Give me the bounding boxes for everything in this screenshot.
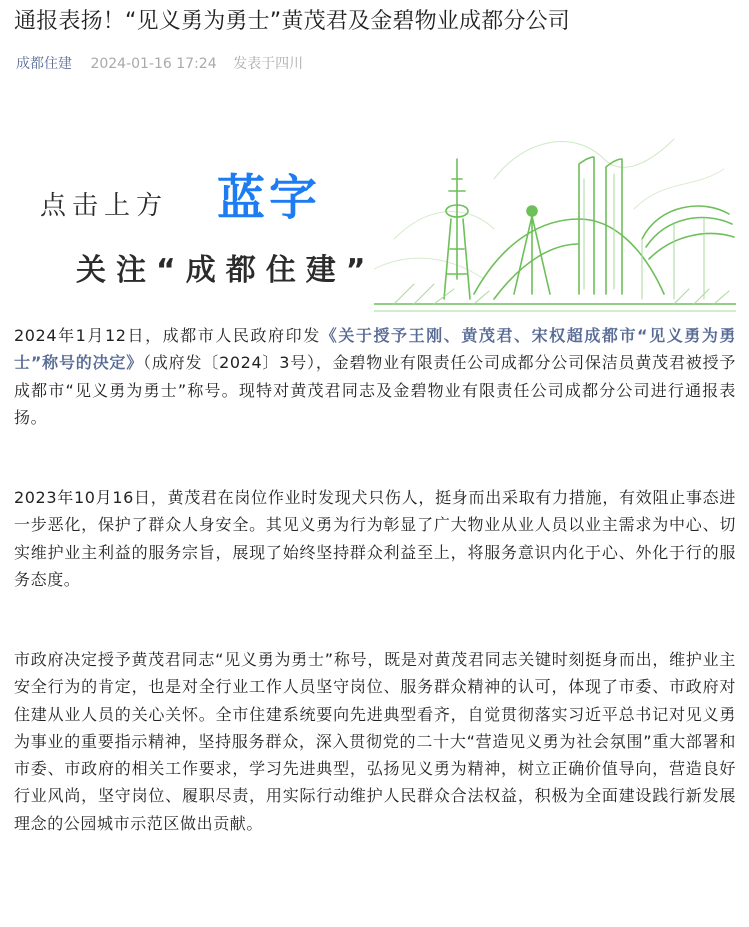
banner-text-blue-words: 蓝字 (217, 170, 322, 226)
article-title: 通报表扬！“见义勇为勇士”黄茂君及金碧物业成都分公司 (14, 9, 570, 34)
account-name-link[interactable]: 成都住建 (16, 56, 72, 72)
banner-text-follow: 关注“成都住建” (76, 253, 376, 288)
p1-intro-text: 2024年1月12日，成都市人民政府印发 (14, 326, 321, 345)
follow-banner-image (14, 119, 736, 316)
paragraph-3: 市政府决定授予黄茂君同志“见义勇为勇士”称号，既是对黄茂君同志关键时刻挺身而出，维护业主安全行为的肯定，也是对全行业工作人员坚守岗位、服务群众精神的认可，体现了市委、市政府对住建从业人员的关心关怀。全市住建系统要向先进典型看齐，自觉贯彻落实习近平总书记对见义勇为事业的重要指示精神，坚持服务群众，深入贯彻党的二十大“营造见义勇为社会氛围”重大部署和市委、市政府的相关工作要求，学习先进典型，弘扬见义勇为精神，树立正确价值导向，营造良好行业风尚，坚守岗位、履职尽责，用实际行动维护人民群众合法权益，积极为全面建设践行新发展理念的公园城市示范区做出贡献。 (14, 650, 736, 833)
publish-location: 发表于四川 (233, 56, 304, 72)
publish-datetime: 2024-01-16 17:24 (90, 56, 217, 72)
paragraph-1 (14, 322, 736, 431)
p1-rest-text: （成府发〔2024〕3号），金碧物业有限责任公司成都分公司保洁员黄茂君被授予成都市“见义勇为勇士”称号。现特对黄茂君同志及金碧物业有限责任公司成都分公司进行通报表扬。 (14, 353, 736, 427)
decision-document-link[interactable]: 《关于授予王刚、黄茂君、宋权超成都市“见义勇为勇士”称号的决定》 (14, 326, 736, 373)
article-meta (16, 54, 303, 74)
paragraph-2: 2023年10月16日，黄茂君在岗位作业时发现犬只伤人，挺身而出采取有力措施，有效阻止事态进一步恶化，保护了群众人身安全。其见义勇为行为彰显了广大物业从业人员以业主需求为中心、切实维护业主利益的服务宗旨，展现了始终坚持群众利益至上，将服务意识内化于心、外化于行的服务态度。 (14, 488, 736, 589)
banner-text-click-above: 点击上方 (40, 191, 169, 221)
city-skyline-illustration (374, 119, 736, 316)
